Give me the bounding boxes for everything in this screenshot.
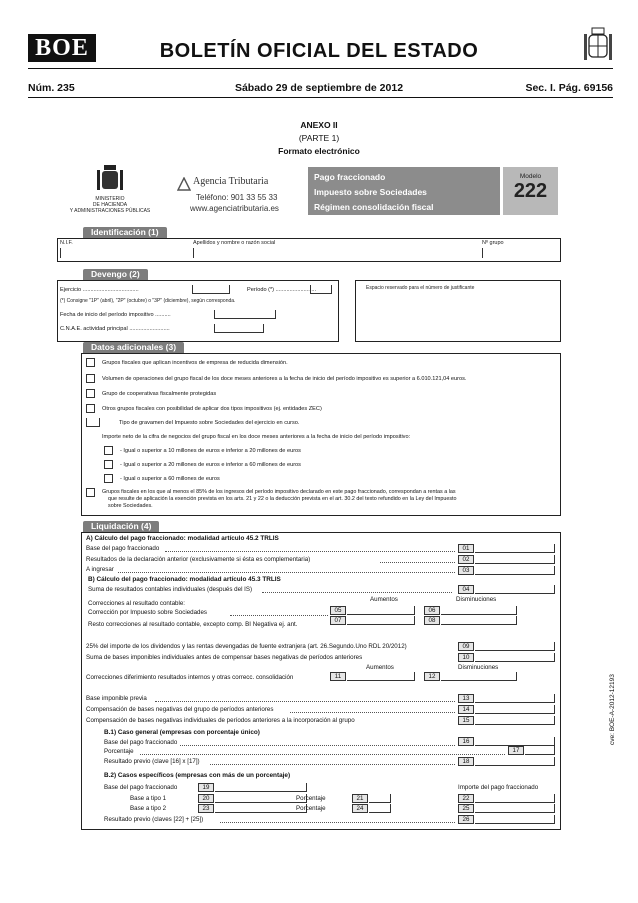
issue-number: Núm. 235	[28, 82, 75, 94]
box-code: 09	[458, 642, 474, 651]
box-code: 23	[198, 804, 214, 813]
agency-phone: Teléfono: 901 33 55 33	[196, 193, 278, 202]
checkbox-volumen[interactable]	[86, 374, 95, 383]
a-title: A) Cálculo del pago fraccionado: modalidad artículo 45.2 TRLIS	[86, 535, 279, 542]
periodo-label: Período (*) ..........................	[247, 287, 317, 293]
tab-devengo: Devengo (2)	[83, 269, 148, 280]
box-code: 08	[424, 616, 440, 625]
periodo-input[interactable]	[310, 285, 332, 294]
ministry-crest-icon	[96, 164, 124, 194]
disminuciones-label-2: Disminuciones	[458, 664, 499, 671]
box-code: 10	[458, 653, 474, 662]
checkbox-rango-3[interactable]	[104, 474, 113, 483]
bulletin-title: BOLETÍN OFICIAL DEL ESTADO	[159, 40, 479, 62]
box-09-input[interactable]	[475, 642, 555, 651]
box-code: 01	[458, 544, 474, 553]
box-code: 07	[330, 616, 346, 625]
corr-is-label: Corrección por Impuesto sobre Sociedades	[88, 609, 208, 616]
ministry-name: MINISTERIO DE HACIENDA Y ADMINISTRACIONES PÚBLICAS	[69, 196, 151, 214]
box-18-input[interactable]	[475, 757, 555, 766]
checkbox-rango-1[interactable]	[104, 446, 113, 455]
box-code: 05	[330, 606, 346, 615]
box-19-input[interactable]	[215, 783, 307, 792]
b1-base-label: Base del pago fraccionado	[104, 739, 178, 746]
box-03-input[interactable]	[475, 566, 555, 575]
box-26-input[interactable]	[475, 815, 555, 824]
checkbox-reducida[interactable]	[86, 358, 95, 367]
leader-dots	[230, 610, 328, 616]
suma-bi-label: Suma de bases imponibles individuales antes de compensar bases negativas de períodos anteriores	[86, 654, 363, 661]
fecha-input[interactable]	[214, 310, 276, 319]
justificante-label: Espacio reservado para el número de justificante	[366, 285, 475, 291]
header-rule	[28, 68, 613, 69]
aumentos-label: Aumentos	[370, 596, 398, 603]
rango-2: - Igual o superior a 20 millones de euros e inferior a 60 millones de euros	[120, 462, 301, 468]
b2-t2-label: Base a tipo 2	[130, 805, 167, 812]
checkbox-rango-2[interactable]	[104, 460, 113, 469]
box-14-input[interactable]	[475, 705, 555, 714]
box-20-input[interactable]	[215, 794, 307, 803]
model-box: Modelo 222	[503, 167, 558, 215]
b2-t1-label: Base a tipo 1	[130, 795, 167, 802]
box-04-input[interactable]	[475, 585, 555, 594]
item-otros: Otros grupos fiscales con posibilidad de aplicar dos tipos impositivos (ej. entidades ZEC)	[102, 406, 322, 412]
box-code: 13	[458, 694, 474, 703]
tab-datos-adicionales: Datos adicionales (3)	[83, 342, 184, 353]
bi-previa-label: Base imponible previa	[86, 695, 147, 702]
resto-label: Resto correcciones al resultado contable, excepto comp. BI Negativa ej. ant.	[88, 621, 298, 628]
correcciones-label: Correcciones al resultado contable:	[88, 600, 185, 607]
box-code: 03	[458, 566, 474, 575]
grupo-label: Nº grupo	[482, 240, 504, 246]
comp2-label: Compensación de bases negativas individuales de períodos anteriores a la incorporación al grupo	[86, 717, 355, 724]
comp1-label: Compensación de bases negativas del grupo de períodos anteriores	[86, 706, 274, 713]
b-suma-label: Suma de resultados contables individuales (después del IS)	[88, 586, 253, 593]
annex-format: Formato electrónico	[278, 146, 360, 156]
box-code: 18	[458, 757, 474, 766]
tipo-label: Tipo de gravamen del Impuesto sobre Sociedades del ejercicio en curso.	[119, 420, 300, 426]
ejercicio-label: Ejercicio ....................................	[60, 287, 139, 293]
leader-dots	[290, 707, 455, 713]
leader-dots	[380, 557, 455, 563]
box-code: 16	[458, 737, 474, 746]
importe-neto-label: Importe neto de la cifra de negocios del grupo fiscal en los doce meses anteriores a la fecha de inicio del período impositivo:	[102, 434, 411, 440]
ejercicio-input[interactable]	[192, 285, 230, 294]
box-17-input[interactable]	[525, 746, 555, 755]
box-02-input[interactable]	[475, 555, 555, 564]
box-21-input[interactable]	[369, 794, 391, 803]
box-05-input[interactable]	[347, 606, 415, 615]
leader-dots	[155, 696, 455, 702]
box-code: 14	[458, 705, 474, 714]
b2-importe-label: Importe del pago fraccionado	[458, 784, 539, 791]
box-12-input[interactable]	[441, 672, 517, 681]
a-row-1-label: Base del pago fraccionado	[86, 545, 160, 552]
box-code: 04	[458, 585, 474, 594]
grupo-input[interactable]	[482, 248, 552, 258]
tab-identificacion: Identificación (1)	[83, 227, 167, 238]
tipo-input[interactable]	[86, 418, 100, 427]
box-code: 21	[352, 794, 368, 803]
rango-3: - Igual o superior a 60 millones de euros	[120, 476, 220, 482]
corr-dif-label: Correcciones diferimiento resultados internos y otras correcc. consolidación	[86, 674, 294, 681]
item-85: Grupos fiscales en los que al menos el 85% de los ingresos del período impositivo declarado en este pago fraccionado, correspondan a rentas a las que resulte de aplicación la exención prevista en los arts. 21 y 22 o la deducción prevista en el art. 30.2 del texto refundido en la Ley del Impuesto sobre Sociedades.	[102, 489, 457, 509]
item-cooperativas: Grupo de cooperativas fiscalmente protegidas	[102, 391, 217, 397]
leader-dots	[220, 817, 455, 823]
box-code: 19	[198, 783, 214, 792]
item-reducida: Grupos fiscales que aplican incentivos de empresa de reducida dimensión.	[102, 360, 288, 366]
box-13-input[interactable]	[475, 694, 555, 703]
b2-base-label: Base del pago fraccionado	[104, 784, 178, 791]
annex-part: (PARTE 1)	[298, 133, 340, 143]
box-24-input[interactable]	[369, 804, 391, 813]
box-22-input[interactable]	[475, 794, 555, 803]
item-volumen: Volumen de operaciones del grupo fiscal de los doce meses anteriores a la fecha de inicio del período impositivo es superior a 6.010.121,04 euros.	[102, 376, 467, 382]
fecha-label: Fecha de inicio del período impositivo ..........	[60, 312, 171, 318]
box-code: 11	[330, 672, 346, 681]
periodo-note: (*) Consigne "1P" (abril), "2P" (octubre) o "3P" (diciembre), según corresponda.	[60, 298, 236, 304]
header-rule-2	[28, 97, 613, 98]
form-title-box: Pago fraccionado Impuesto sobre Sociedades Régimen consolidación fiscal	[308, 167, 500, 215]
box-code: 24	[352, 804, 368, 813]
b-title: B) Cálculo del pago fraccionado: modalidad artículo 45.3 TRLIS	[88, 576, 281, 583]
b1-pct-label: Porcentaje	[104, 748, 134, 755]
box-06-input[interactable]	[441, 606, 517, 615]
b2-pct-label-1: Porcentaje	[296, 795, 326, 802]
b1-res-label: Resultado previo (clave [16] x [17])	[104, 758, 200, 765]
box-code: 06	[424, 606, 440, 615]
aumentos-label-2: Aumentos	[366, 664, 394, 671]
box-08-input[interactable]	[441, 616, 517, 625]
box-01-input[interactable]	[475, 544, 555, 553]
box-15-input[interactable]	[475, 716, 555, 725]
box-25-input[interactable]	[475, 804, 555, 813]
checkbox-85[interactable]	[86, 488, 95, 497]
agency-name: Agencia Tributaria	[193, 176, 269, 187]
nif-label: N.I.F.	[60, 240, 73, 246]
box-code: 20	[198, 794, 214, 803]
agency-logo-icon	[177, 177, 191, 191]
boe-reference-code: cve: BOE-A-2012-12193	[609, 674, 616, 745]
annex-title: ANEXO II	[300, 120, 338, 130]
disminuciones-label: Disminuciones	[456, 596, 497, 603]
leader-dots	[165, 546, 455, 552]
pct25-label: 25% del importe de los dividendos y las rentas devengadas de fuente extranjera (art. 26.Segundo.Uno RDL 20/2012)	[86, 643, 407, 650]
leader-dots	[140, 749, 505, 755]
box-code: 26	[458, 815, 474, 824]
box-11-input[interactable]	[347, 672, 415, 681]
boe-logo: BOE	[28, 34, 96, 62]
box-code: 12	[424, 672, 440, 681]
leader-dots	[180, 740, 455, 746]
cnae-input[interactable]	[214, 324, 264, 333]
name-label: Apellidos y nombre o razón social	[193, 240, 276, 246]
b1-title: B.1) Caso general (empresas con porcentaje único)	[104, 729, 260, 736]
a-row-3-label: A ingresar	[86, 566, 114, 573]
box-code: 22	[458, 794, 474, 803]
b2-pct-label-2: Porcentaje	[296, 805, 326, 812]
checkbox-otros[interactable]	[86, 404, 95, 413]
box-code: 25	[458, 804, 474, 813]
cnae-label: C.N.A.E. actividad principal ..........................	[60, 326, 170, 332]
b2-title: B.2) Casos específicos (empresas con más de un porcentaje)	[104, 772, 291, 779]
box-code: 02	[458, 555, 474, 564]
box-07-input[interactable]	[347, 616, 415, 625]
leader-dots	[118, 567, 455, 573]
name-input[interactable]	[193, 248, 473, 258]
box-23-input[interactable]	[215, 804, 307, 813]
leader-dots	[262, 587, 452, 593]
tab-liquidacion: Liquidación (4)	[83, 521, 159, 532]
box-16-input[interactable]	[475, 737, 555, 746]
box-code: 15	[458, 716, 474, 725]
b2-res-label: Resultado previo (claves [22] + [25])	[104, 816, 204, 823]
box-10-input[interactable]	[475, 653, 555, 662]
rango-1: - Igual o superior a 10 millones de euros e inferior a 20 millones de euros	[120, 448, 301, 454]
leader-dots	[210, 759, 455, 765]
agency-web[interactable]: www.agenciatributaria.es	[190, 204, 279, 213]
section-page: Sec. I. Pág. 69156	[525, 82, 613, 94]
a-row-2-label: Resultados de la declaración anterior (exclusivamente si ésta es complementaria)	[86, 556, 311, 563]
nif-input[interactable]	[60, 248, 160, 258]
checkbox-cooperativas[interactable]	[86, 389, 95, 398]
issue-date: Sábado 29 de septiembre de 2012	[234, 82, 404, 94]
box-code: 17	[508, 746, 524, 755]
